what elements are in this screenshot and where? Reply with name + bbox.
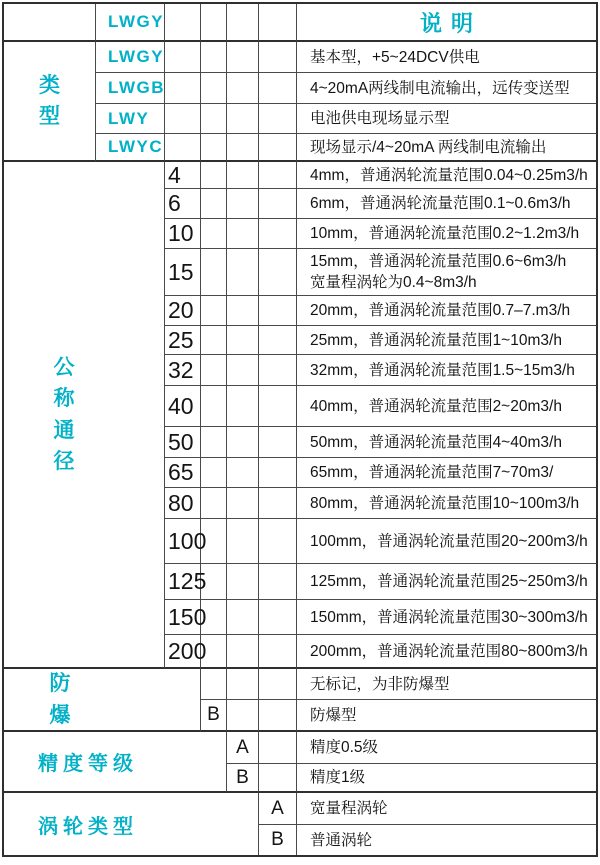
description-cell: 4~20mA两线制电流输出，远传变送型	[297, 73, 596, 104]
description-cell: 精度0.5级	[297, 732, 596, 764]
empty-cell	[227, 326, 259, 355]
empty-cell	[259, 700, 297, 732]
empty-cell	[201, 162, 227, 189]
empty-cell	[259, 162, 297, 189]
size-cell: 15	[165, 249, 201, 296]
empty-cell	[227, 355, 259, 386]
description-cell: 80mm，普通涡轮流量范围10~100m3/h	[297, 488, 596, 519]
section-label-text: 类型	[38, 73, 60, 128]
empty-cell	[259, 326, 297, 355]
empty-cell	[201, 104, 227, 134]
empty-cell	[227, 427, 259, 458]
empty-cell	[259, 488, 297, 519]
empty-cell	[227, 488, 259, 519]
size-cell: 40	[165, 386, 201, 427]
description-cell: 100mm，普通涡轮流量范围20~200m3/h	[297, 519, 596, 564]
empty-cell	[259, 4, 297, 42]
model-code-cell: LWGY	[96, 42, 165, 73]
empty-cell	[201, 189, 227, 219]
empty-cell	[227, 600, 259, 635]
empty-cell	[259, 732, 297, 764]
size-cell: 4	[165, 162, 201, 189]
size-cell: 50	[165, 427, 201, 458]
empty-cell	[201, 386, 227, 427]
section-label-nominal-diameter	[4, 162, 165, 669]
empty-cell	[259, 635, 297, 669]
section-label-type	[4, 42, 96, 162]
section-label-explosion-proof	[4, 669, 201, 732]
description-cell: 普通涡轮	[310, 831, 373, 849]
empty-cell	[201, 427, 227, 458]
empty-cell	[259, 355, 297, 386]
empty-cell	[227, 458, 259, 488]
description-cell: 125mm，普通涡轮流量范围25~250m3/h	[297, 564, 596, 600]
description-cell: 现场显示/4~20mA 两线制电流输出	[297, 134, 596, 162]
empty-cell	[227, 104, 259, 134]
empty-cell	[201, 296, 227, 326]
empty-cell	[227, 4, 259, 42]
empty-cell	[259, 73, 297, 104]
empty-cell	[201, 458, 227, 488]
description-cell: 32mm，普通涡轮流量范围1.5~15m3/h	[297, 355, 596, 386]
description-cell: 25mm，普通涡轮流量范围1~10m3/h	[297, 326, 596, 355]
empty-cell	[259, 564, 297, 600]
empty-cell	[227, 249, 259, 296]
empty-cell	[201, 4, 227, 42]
description-cell: 精度1级	[297, 764, 596, 793]
empty-cell	[201, 635, 227, 669]
model-code-cell: LWY	[96, 104, 165, 134]
empty-cell	[201, 134, 227, 162]
size-cell: 100	[165, 519, 201, 564]
description-cell: 50mm，普通涡轮流量范围4~40m3/h	[297, 427, 596, 458]
empty-cell	[227, 219, 259, 249]
empty-cell	[259, 600, 297, 635]
empty-cell	[259, 386, 297, 427]
description-lines: 15mm，普通涡轮流量范围0.6~6m3/h 宽量程涡轮为0.4~8m3/h	[310, 253, 567, 291]
empty-cell	[201, 219, 227, 249]
description-cell: 4mm，普通涡轮流量范围0.04~0.25m3/h	[297, 162, 596, 189]
option-code-cell: B	[227, 764, 259, 793]
empty-cell	[165, 73, 201, 104]
description-cell: 200mm，普通涡轮流量范围80~800m3/h	[297, 635, 596, 669]
description-cell: 65mm，普通涡轮流量范围7~70m3/	[297, 458, 596, 488]
empty-cell	[201, 488, 227, 519]
option-code-cell: B	[201, 700, 227, 732]
empty-cell	[201, 600, 227, 635]
empty-cell	[227, 296, 259, 326]
size-cell: 80	[165, 488, 201, 519]
empty-cell	[201, 73, 227, 104]
header-model-code: LWGY	[96, 4, 165, 42]
description-cell: 20mm，普通涡轮流量范围0.7–7.m3/h	[297, 296, 596, 326]
size-cell: 65	[165, 458, 201, 488]
empty-cell	[259, 427, 297, 458]
empty-cell	[165, 134, 201, 162]
size-cell: 32	[165, 355, 201, 386]
model-code-cell: LWGB	[96, 73, 165, 104]
description-cell: 6mm，普通涡轮流量范围0.1~0.6m3/h	[297, 189, 596, 219]
empty-cell	[259, 519, 297, 564]
empty-cell	[259, 42, 297, 73]
size-cell: 20	[165, 296, 201, 326]
empty-cell	[201, 249, 227, 296]
empty-cell	[201, 326, 227, 355]
description-cell	[297, 249, 596, 296]
description-cell: 基本型，+5~24DCV供电	[297, 42, 596, 73]
section-label-accuracy-class: 精度等级	[4, 732, 227, 793]
empty-cell	[227, 635, 259, 669]
empty-cell	[227, 134, 259, 162]
size-cell: 25	[165, 326, 201, 355]
size-cell: 200	[165, 635, 201, 669]
empty-cell	[227, 564, 259, 600]
empty-cell	[227, 669, 259, 700]
corner-cell	[4, 4, 96, 42]
description-cell: 电池供电现场显示型	[297, 104, 596, 134]
empty-cell	[259, 249, 297, 296]
size-cell: 150	[165, 600, 201, 635]
option-code-cell: A	[227, 732, 259, 764]
empty-cell	[227, 42, 259, 73]
description-cell: 40mm，普通涡轮流量范围2~20m3/h	[297, 386, 596, 427]
description-cell: 宽量程涡轮	[297, 793, 596, 825]
size-cell: 125	[165, 564, 201, 600]
size-cell: 10	[165, 219, 201, 249]
empty-cell	[259, 764, 297, 793]
empty-cell	[227, 162, 259, 189]
option-code-cell: A	[259, 793, 297, 825]
empty-cell	[227, 386, 259, 427]
empty-cell	[227, 519, 259, 564]
description-cell: 10mm，普通涡轮流量范围0.2~1.2m3/h	[297, 219, 596, 249]
section-label-text: 公称通径	[53, 355, 75, 473]
empty-cell	[259, 296, 297, 326]
empty-cell	[201, 564, 227, 600]
empty-cell	[259, 219, 297, 249]
empty-cell	[259, 134, 297, 162]
section-label-text: 防爆	[49, 672, 71, 727]
empty-cell	[165, 42, 201, 73]
empty-cell	[259, 104, 297, 134]
empty-cell	[201, 42, 227, 73]
description-cell: 无标记，为非防爆型	[297, 669, 596, 700]
empty-cell	[259, 189, 297, 219]
empty-cell	[201, 355, 227, 386]
empty-cell	[227, 73, 259, 104]
empty-cell	[227, 189, 259, 219]
option-code-cell: B	[259, 825, 297, 855]
model-code-cell: LWYC	[96, 134, 165, 162]
empty-cell	[165, 104, 201, 134]
option-code-cell	[201, 669, 227, 700]
section-label-turbine-type: 涡轮类型	[4, 793, 259, 855]
empty-cell	[259, 669, 297, 700]
empty-cell	[259, 458, 297, 488]
description-cell: 防爆型	[297, 700, 596, 732]
empty-cell	[201, 519, 227, 564]
empty-cell	[227, 700, 259, 732]
empty-cell	[165, 4, 201, 42]
flowmeter-selection-table	[2, 2, 598, 857]
description-cell: 150mm，普通涡轮流量范围30~300m3/h	[297, 600, 596, 635]
description-header: 说明	[297, 4, 596, 42]
size-cell: 6	[165, 189, 201, 219]
